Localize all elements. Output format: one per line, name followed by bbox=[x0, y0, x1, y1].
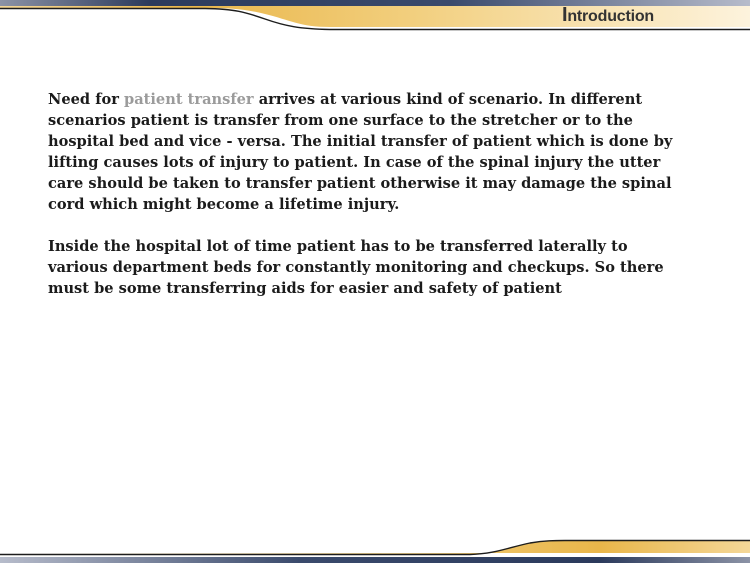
slide-title-rest: ntroduction bbox=[567, 8, 654, 25]
paragraph-2: Inside the hospital lot of time patient has to be transferred laterally to various department beds for constantly monitoring and checkups. So there must be some transferring aids for easier and safety of patient bbox=[48, 238, 664, 297]
slide-body bbox=[48, 89, 688, 299]
slide-title bbox=[562, 4, 654, 27]
paragraph-1-rest: arrives at various kind of scenario. In different scenarios patient is transfer from one surface to the stretcher or to the hospital bed and vice - versa. The initial transfer of patient which is done by lifting causes lots of injury to patient. In case of the spinal injury the utter care should be taken to transfer patient otherwise it may damage the spinal cord which might become a lifetime injury. bbox=[48, 91, 673, 213]
paragraph-1-lead: Need for bbox=[48, 91, 124, 108]
paragraph-1 bbox=[48, 89, 688, 215]
footer-decoration bbox=[0, 533, 750, 563]
slide-title-first-letter: I bbox=[561, 4, 568, 26]
paragraph-1-highlight: patient transfer bbox=[123, 91, 254, 108]
